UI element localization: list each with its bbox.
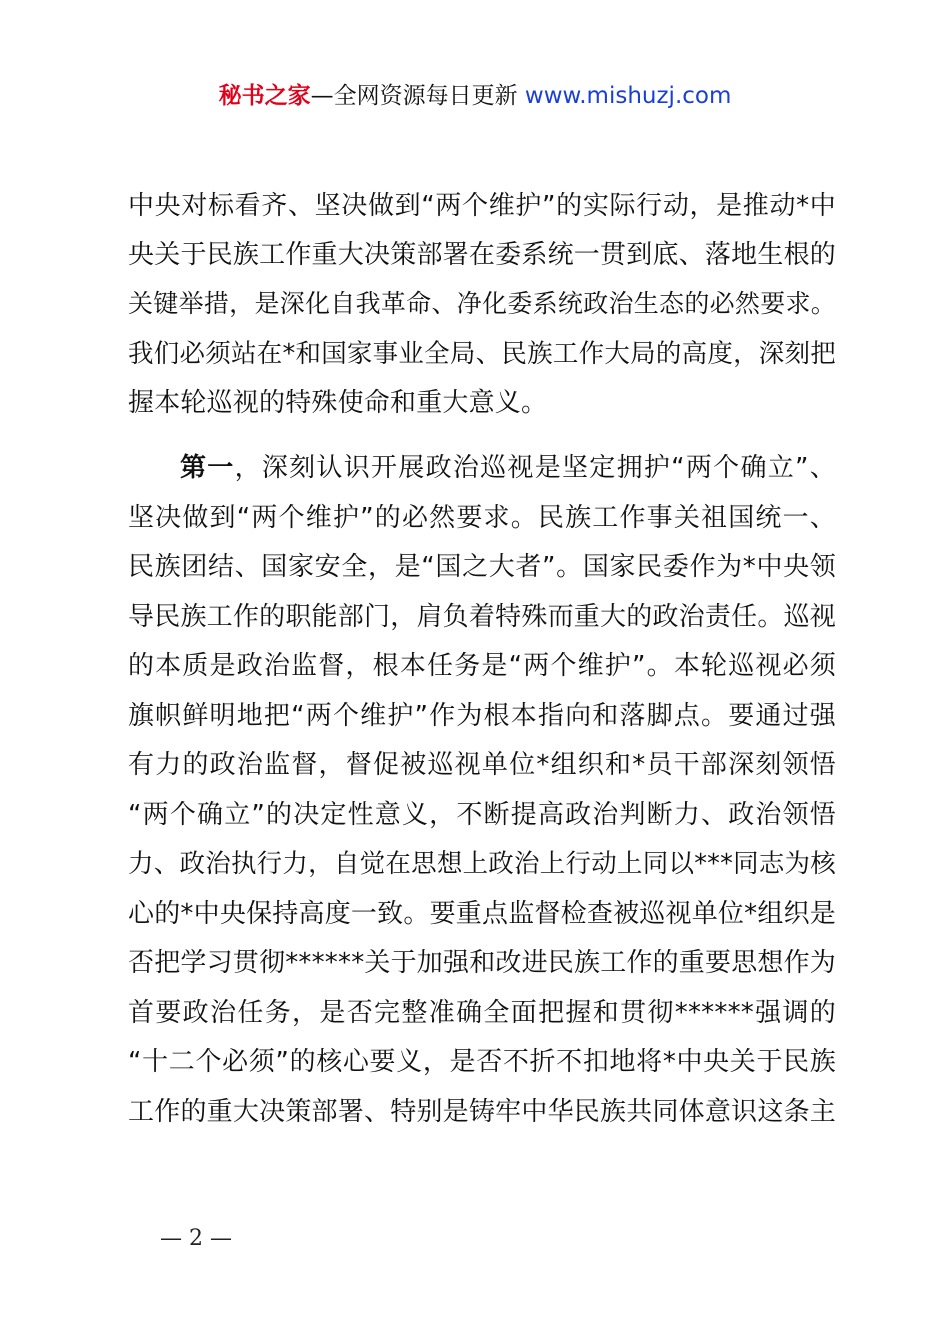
paragraph-line: 力、政治执行力，自觉在思想上政治上行动上同以***同志为核	[128, 849, 836, 879]
paragraph-line: 首要政治任务，是否完整准确全面把握和贯彻******强调的	[128, 998, 836, 1028]
paragraph-line: “十二个必须”的核心要义，是否不折不扣地将*中央关于民族	[128, 1047, 836, 1077]
paragraph-line: 我们必须站在*和国家事业全局、民族工作大局的高度，深刻把	[128, 339, 836, 369]
paragraph-line: 坚决做到“两个维护”的必然要求。民族工作事关祖国统一、	[128, 503, 836, 533]
paragraph-line: 旗帜鲜明地把“两个维护”作为根本指向和落脚点。要通过强	[128, 701, 836, 731]
paragraph-line: 的本质是政治监督，根本任务是“两个维护”。本轮巡视必须	[128, 651, 836, 681]
paragraph-line: 民族团结、国家安全，是“国之大者”。国家民委作为*中央领	[128, 552, 836, 582]
paragraph-line: 工作的重大决策部署、特别是铸牢中华民族共同体意识这条主	[128, 1097, 836, 1127]
paragraph-line: “两个确立”的决定性意义，不断提高政治判断力、政治领悟	[128, 800, 836, 830]
site-tagline: —全网资源每日更新	[310, 83, 525, 109]
paragraph-line: 否把学习贯彻******关于加强和改进民族工作的重要思想作为	[128, 948, 836, 978]
paragraph-first-line	[180, 450, 836, 486]
page-number: — 2 —	[160, 1226, 232, 1251]
paragraph-lead: 第一	[180, 453, 235, 483]
site-header	[0, 80, 950, 112]
paragraph-first-line-text: ，深刻认识开展政治巡视是坚定拥护“两个确立”、	[234, 453, 836, 483]
paragraph-line: 有力的政治监督，督促被巡视单位*组织和*员干部深刻领悟	[128, 750, 836, 780]
paragraph-line: 握本轮巡视的特殊使命和重大意义。	[128, 388, 548, 418]
site-brand: 秘书之家	[218, 83, 311, 109]
paragraph-line: 心的*中央保持高度一致。要重点监督检查被巡视单位*组织是	[128, 899, 836, 929]
site-url-link[interactable]: www.mishuzj.com	[524, 83, 732, 109]
paragraph-line: 导民族工作的职能部门，肩负着特殊而重大的政治责任。巡视	[128, 602, 836, 632]
paragraph-line: 关键举措，是深化自我革命、净化委系统政治生态的必然要求。	[128, 289, 836, 318]
paragraph-line: 央关于民族工作重大决策部署在委系统一贯到底、落地生根的	[128, 240, 836, 270]
paragraph-line: 中央对标看齐、坚决做到“两个维护”的实际行动，是推动*中	[128, 191, 836, 221]
